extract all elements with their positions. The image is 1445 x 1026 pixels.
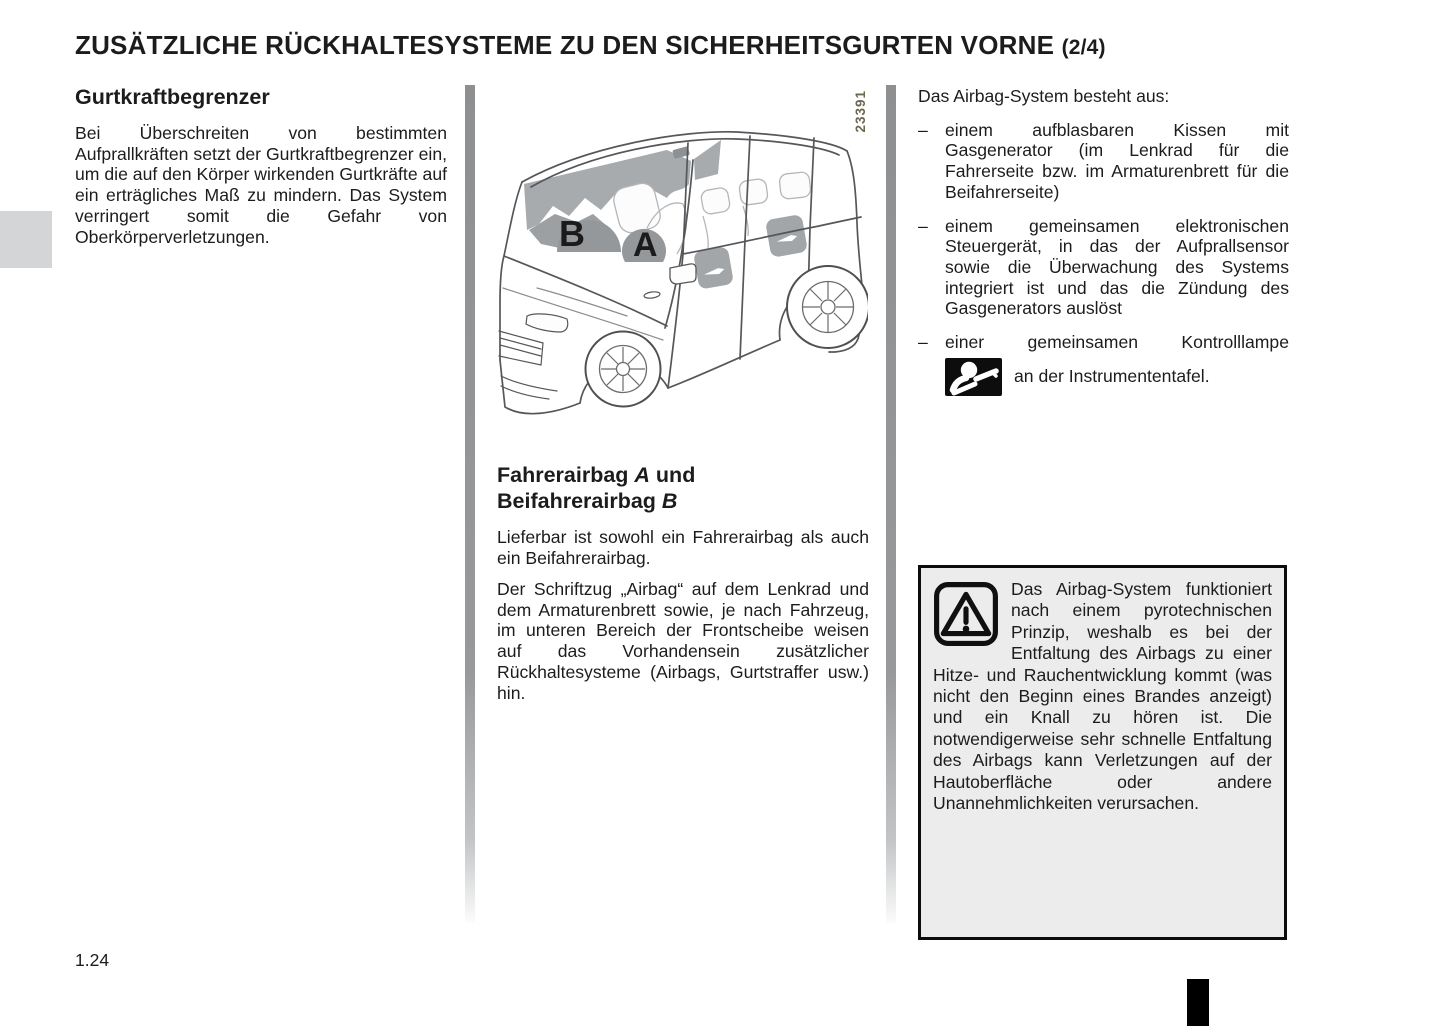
heading-var-b: B [661,489,678,513]
page-title-part-indicator: (2/4) [1061,36,1106,59]
warning-box [918,565,1287,940]
bullet-dash: – [918,215,928,236]
gurtkraftbegrenzer-paragraph: Bei Überschreiten von bestimmten Aufprallkräften setzt der Gurtkraftbegrenzer ein, um die auf den Körper wirkenden Gurtkräfte auf ein erträgliches Maß zu mindern. Das System verringert somit die Gefahr von Oberkörperverletzungen. [75,123,447,247]
bullet-text-1: einem aufblasbaren Kissen mit Gasgenerator (im Lenkrad für die Fahrerseite bzw. im Armaturenbrett für die Beifahrerseite) [945,119,1289,202]
minivan-drawing [497,88,868,455]
warning-triangle-icon [933,581,999,647]
section-heading-airbags [497,462,869,514]
wheels [586,266,869,407]
label-passenger-airbag-b: B [559,213,585,254]
bullet-text-3: einer gemeinsamen Kontrolllampe [945,332,1289,353]
column-separator-left [465,85,475,923]
airbag-system-intro: Das Airbag-System besteht aus: [918,86,1170,106]
column-separator-right [886,85,896,923]
section-heading-gurtkraftbegrenzer: Gurtkraftbegrenzer [75,85,270,109]
vehicle-airbag-illustration [497,88,868,455]
bullet-text-3-tail: an der Instrumententafel. [1014,366,1210,387]
page-index-mark [1187,979,1209,1026]
page-title-text: ZUSÄTZLICHE RÜCKHALTESYSTEME ZU DEN SICHERHEITSGURTEN VORNE [75,30,1062,60]
page-number: 1.24 [75,950,110,970]
door-modules [693,214,808,290]
airbag-warning-lamp-icon [945,358,1002,396]
page-title [75,30,1415,61]
chapter-thumb-tab [0,211,52,268]
bullet-text-2: einem gemeinsamen elektronischen Steuergerät, in das der Aufprallsensor sowie die Überwachung des Systems integriert ist und das die Zündung des Gasgenerators auslöst [945,215,1289,319]
warning-text: Das Airbag-System funktioniert nach einem pyrotechnischen Prinzip, weshalb es bei der Entfaltung des Airbags zu einer Hitze- und Rauchentwicklung kommt (was nicht den Beginn eines Brandes anzeigt) und ein Knall zu hören ist. Die notwendigerweise sehr schnelle Entfaltung des Airbags kann Verletzungen auf der Hautoberfläche oder andere Unannehmlichkeiten verursachen. [933,579,1272,814]
bullet-dash: – [918,332,928,353]
list-item [918,120,1289,203]
airbag-lamp-row [945,358,1289,396]
bullet-dash: – [918,119,928,140]
right-column [918,86,1289,396]
list-item [918,216,1289,320]
label-driver-airbag-a: A [633,226,658,264]
airbag-paragraph-2: Der Schriftzug „Airbag“ auf dem Lenkrad und dem Armaturenbrett sowie, je nach Fahrzeug, im unteren Bereich der Frontscheibe weisen auf das Vorhandensein zusätzlicher Rückhaltesysteme (Airbags, Gurtstraffer usw.) hin. [497,579,869,703]
heading-line1-text: Fahrerairbag [497,463,635,487]
figure-reference-number: 23391 [853,90,868,133]
list-item [918,332,1289,353]
heading-var-a: A [634,463,650,487]
airbag-paragraph-1: Lieferbar ist sowohl ein Fahrerairbag als auch ein Beifahrerairbag. [497,527,869,568]
heading-line1-conj: und [649,463,696,487]
left-column [75,84,447,247]
heading-line2-text: Beifahrerairbag [497,489,662,513]
